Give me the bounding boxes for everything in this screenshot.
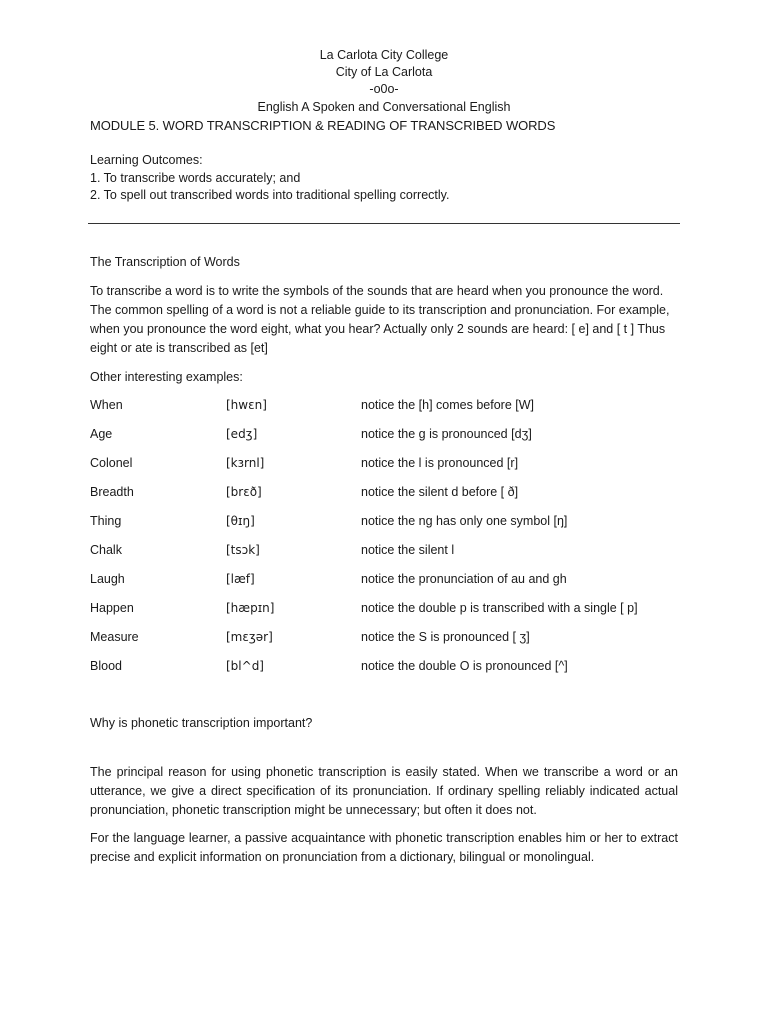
college-name: La Carlota City College <box>319 48 449 62</box>
example-word: Age <box>90 427 113 441</box>
example-word: Thing <box>90 514 122 528</box>
example-row <box>90 456 690 476</box>
why-paragraph-1: The principal reason for using phonetic transcription is easily stated. When we transcribe a word or an utterance, we give a direct specification of its pronunciation. If ordinary spelling reliably indicated actual pronunciation, phonetic transcription might be unnecessary; but often it does not. <box>90 765 678 817</box>
example-note: notice the g is pronounced [dʒ] <box>361 427 532 441</box>
example-row <box>90 601 690 621</box>
example-note: notice the pronunciation of au and gh <box>361 572 567 586</box>
why-heading: Why is phonetic transcription important? <box>90 716 313 730</box>
module-title: MODULE 5. WORD TRANSCRIPTION & READING OF TRANSCRIBED WORDS <box>90 118 556 133</box>
divider <box>88 223 680 224</box>
example-ipa: [hæpɪn] <box>226 601 275 615</box>
example-note: notice the ng has only one symbol [ŋ] <box>361 514 568 528</box>
example-ipa: [edʒ] <box>226 427 258 441</box>
learning-outcomes-heading: Learning Outcomes: <box>90 153 203 167</box>
example-row <box>90 572 690 592</box>
example-ipa: [læf] <box>226 572 255 586</box>
city-name: City of La Carlota <box>335 65 433 79</box>
example-word: Measure <box>90 630 139 644</box>
example-note: notice the double O is pronounced [^] <box>361 659 568 673</box>
example-note: notice the [h] comes before [W] <box>361 398 534 412</box>
example-ipa: [bl^d] <box>226 659 264 673</box>
example-row <box>90 427 690 447</box>
example-word: Chalk <box>90 543 122 557</box>
examples-intro: Other interesting examples: <box>90 370 243 384</box>
example-note: notice the silent d before [ ð] <box>361 485 519 499</box>
transcription-heading: The Transcription of Words <box>90 255 240 269</box>
example-row <box>90 543 690 563</box>
example-row <box>90 398 690 418</box>
example-ipa: [mɛʒər] <box>226 630 273 644</box>
example-word: Laugh <box>90 572 125 586</box>
example-note: notice the double p is transcribed with a single [ p] <box>361 601 638 615</box>
example-row <box>90 630 690 650</box>
example-row <box>90 659 690 679</box>
transcription-paragraph: To transcribe a word is to write the symbols of the sounds that are heard when you pronounce the word. The common spelling of a word is not a reliable guide to its transcription and pronunciation. For example, when you pronounce the word eight, what you hear? Actually only 2 sounds are heard: [ e] and [ t ] Thus eight or ate is transcribed as [et] <box>90 284 670 355</box>
example-word: When <box>90 398 123 412</box>
example-row <box>90 485 690 505</box>
learning-outcome-item: 2. To spell out transcribed words into traditional spelling correctly. <box>90 188 450 202</box>
example-word: Happen <box>90 601 134 615</box>
example-row <box>90 514 690 534</box>
example-word: Blood <box>90 659 122 673</box>
example-ipa: [θɪŋ] <box>226 514 255 528</box>
example-ipa: [brɛð] <box>226 485 262 499</box>
why-paragraph-2: For the language learner, a passive acquaintance with phonetic transcription enables him or her to extract precise and explicit information on pronunciation from a dictionary, bilingual or monolingual. <box>90 831 678 864</box>
example-note: notice the l is pronounced [r] <box>361 456 519 470</box>
example-ipa: [hwɛn] <box>226 398 267 412</box>
example-note: notice the silent l <box>361 543 455 557</box>
example-note: notice the S is pronounced [ ʒ] <box>361 630 530 644</box>
example-ipa: [tsɔk] <box>226 543 260 557</box>
course-title: English A Spoken and Conversational English <box>257 100 511 114</box>
example-word: Breadth <box>90 485 134 499</box>
learning-outcome-item: 1. To transcribe words accurately; and <box>90 171 301 185</box>
header-separator: -o0o- <box>369 82 399 96</box>
example-ipa: [kɜrnl] <box>226 456 265 470</box>
example-word: Colonel <box>90 456 133 470</box>
